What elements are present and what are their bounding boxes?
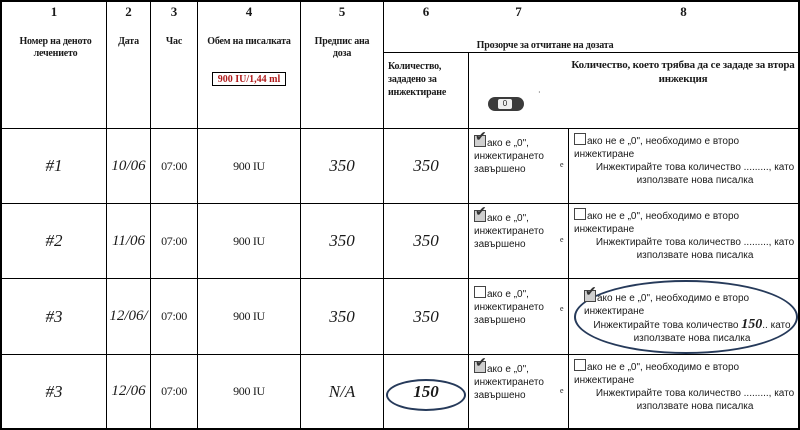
second-injection-label: ако не е „0", необходимо е второ инжектиране [584,293,750,317]
stray-mark: е [560,304,564,313]
finished-label: ако е „0", инжектирането завършено [474,364,544,401]
header-time: Час [165,36,183,47]
stray-mark: е [560,235,564,244]
row-number: #2 [45,231,63,250]
pen-volume-box: 900 IU/1,44 ml [212,72,286,86]
second-injection-label: ако не е „0", необходимо е второ инжектиране [574,362,740,386]
second-injection-instruction: Инжектирайте това количество ........., като използвате нова писалка [595,237,795,261]
row-pen-volume: 900 IU [233,309,265,323]
header-treatment-number: Номер на деното лечението [19,36,92,59]
row-time: 07:00 [161,384,187,398]
column-number: 7 [515,4,522,19]
table-border-top [0,0,800,2]
row-date: 12/06 [111,383,146,399]
row-amount-set: 150 [413,381,439,401]
row-prescribed-dose: 350 [329,306,355,326]
row-prescribed-dose: 350 [329,231,355,250]
second-injection-instruction: Инжектирайте това количество 150.. като използвате нова писалка [593,317,791,344]
row-amount-set: 350 [413,306,439,326]
checkbox-icon[interactable] [574,208,586,220]
row-amount-set: 350 [413,156,439,175]
dose-window-digit: 0 [498,99,512,109]
stray-mark: е [560,160,564,169]
column-number: 5 [338,4,346,19]
row-pen-volume: 900 IU [233,384,265,398]
checkbox-checked-icon[interactable] [584,290,596,302]
row-amount-set: 350 [413,231,439,250]
row-time: 07:00 [161,233,187,248]
row-number: #3 [45,306,63,326]
row-date: 12/06/ [109,308,148,324]
checkbox-icon[interactable] [474,286,486,298]
column-number: 1 [50,4,58,19]
column-number: 8 [680,4,687,19]
header-second-injection: Количество, което трябва да се зададе за втора инжекция [571,59,795,85]
stray-mark: е [560,386,564,395]
checkbox-icon[interactable] [574,359,586,371]
row-second-injection-option [574,359,796,425]
checkbox-checked-icon[interactable] [474,210,486,222]
row-second-injection-option [584,290,794,352]
header-date: Дата [118,36,139,47]
row-finished-option [474,210,556,270]
second-injection-instruction: Инжектирайте това количество ........., като използвате нова писалка [595,162,795,186]
finished-label: ако е „0", инжектирането завършено [474,138,544,175]
checkbox-icon[interactable] [574,133,586,145]
row-prescribed-dose: 350 [329,156,355,175]
instruction-pre: Инжектирайте това количество [593,320,739,331]
checkbox-checked-icon[interactable] [474,135,486,147]
instruction-post: като използвате нова писалка [633,320,791,344]
row-date: 10/06 [111,157,146,174]
column-number: 6 [422,4,430,19]
row-second-injection-option [574,208,796,274]
row-finished-option [474,286,556,346]
row-time: 07:00 [161,309,187,323]
finished-label: ако е „0", инжектирането завършено [474,213,544,250]
column-divider [468,52,469,430]
dose-window-graphic [488,97,524,111]
row-date: 11/06 [111,232,146,249]
row-number: #3 [45,381,63,401]
row-time: 07:00 [161,158,187,173]
row-number: #1 [45,156,63,175]
second-injection-label: ако не е „0", необходимо е второ инжектиране [574,211,740,235]
column-number: 4 [245,4,253,19]
row-second-injection-option [574,133,796,199]
row-finished-option [474,361,556,421]
row-pen-volume: 900 IU [233,158,265,173]
dose-window-mark: · [538,88,541,97]
second-injection-label: ако не е „0", необходимо е второ инжектиране [574,136,740,160]
checkbox-checked-icon[interactable] [474,361,486,373]
row-finished-option [474,135,556,195]
second-injection-instruction: Инжектирайте това количество ........., като използвате нова писалка [595,388,795,412]
row-prescribed-dose: N/A [328,381,356,401]
row-pen-volume: 900 IU [233,233,265,248]
header-prescribed-dose: Предпис ана доза [314,36,370,59]
column-divider [568,128,569,430]
header-amount-set: Количество, зададено за инжектиране [388,61,447,98]
second-injection-amount: 150 [741,317,763,332]
finished-label: ако е „0", инжектирането завършено [474,289,544,326]
header-pen-volume: Обем на писалката [207,36,291,47]
column-number: 3 [170,4,178,19]
header-dose-window: Прозорче за отчитане на дозата [476,40,614,51]
column-number: 2 [125,4,132,19]
